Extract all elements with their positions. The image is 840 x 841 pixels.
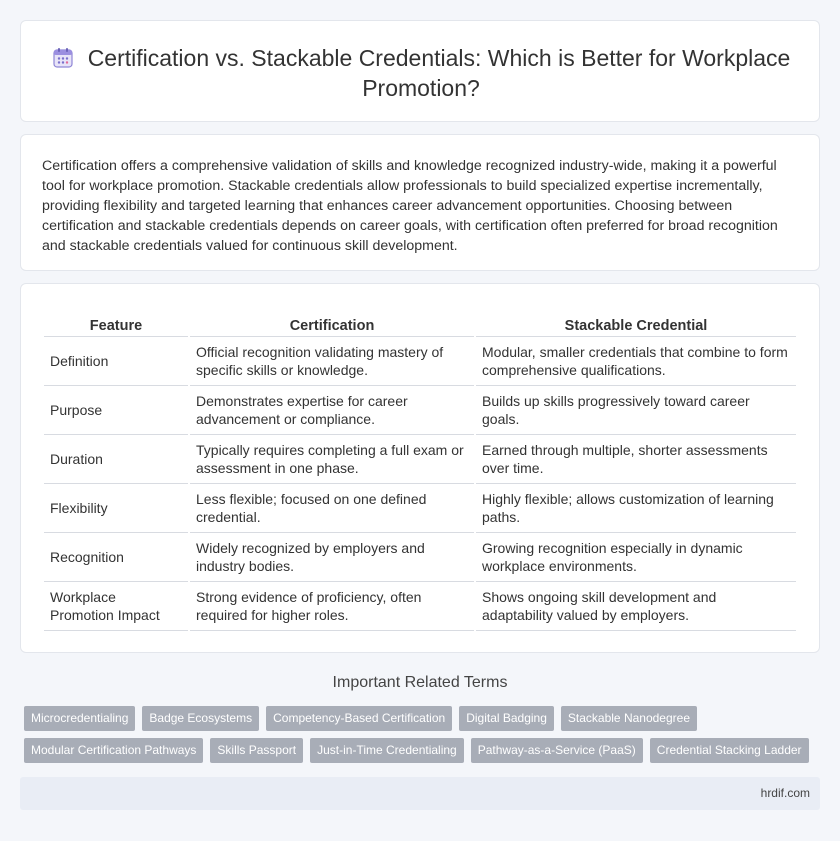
related-tag[interactable]: Stackable Nanodegree xyxy=(561,706,697,731)
certification-cell: Strong evidence of proficiency, often required for higher roles. xyxy=(190,582,474,631)
summary-card xyxy=(20,134,820,271)
calendar-grid-icon xyxy=(52,47,74,69)
comparison-card xyxy=(20,283,820,653)
feature-cell: Purpose xyxy=(44,386,188,435)
related-tag[interactable]: Credential Stacking Ladder xyxy=(650,738,809,763)
title-card xyxy=(20,20,820,122)
stackable-cell: Builds up skills progressively toward career goals. xyxy=(476,386,796,435)
related-tags-row-2 xyxy=(24,738,809,763)
feature-cell: Workplace Promotion Impact xyxy=(44,582,188,631)
related-tag[interactable]: Just-in-Time Credentialing xyxy=(310,738,464,763)
stackable-cell: Earned through multiple, shorter assessments over time. xyxy=(476,435,796,484)
table-row xyxy=(44,337,796,386)
page-title: Certification vs. Stackable Credentials: Which is Better for Workplace Promotion? xyxy=(87,45,791,101)
related-tag[interactable]: Badge Ecosystems xyxy=(142,706,259,731)
certification-cell: Less flexible; focused on one defined credential. xyxy=(190,484,474,533)
comparison-table xyxy=(42,317,798,631)
footer xyxy=(20,777,820,810)
related-tag[interactable]: Pathway-as-a-Service (PaaS) xyxy=(471,738,643,763)
feature-cell: Duration xyxy=(44,435,188,484)
table-row xyxy=(44,386,796,435)
certification-cell: Widely recognized by employers and industry bodies. xyxy=(190,533,474,582)
header-feature: Feature xyxy=(44,317,188,337)
header-stackable-credential: Stackable Credential xyxy=(476,317,796,337)
table-row xyxy=(44,435,796,484)
feature-cell: Flexibility xyxy=(44,484,188,533)
certification-cell: Typically requires completing a full exam or assessment in one phase. xyxy=(190,435,474,484)
certification-cell: Demonstrates expertise for career advancement or compliance. xyxy=(190,386,474,435)
related-terms-heading: Important Related Terms xyxy=(332,674,508,691)
stackable-cell: Shows ongoing skill development and adaptability valued by employers. xyxy=(476,582,796,631)
related-tag[interactable]: Modular Certification Pathways xyxy=(24,738,203,763)
feature-cell: Definition xyxy=(44,337,188,386)
table-row xyxy=(44,582,796,631)
stackable-cell: Highly flexible; allows customization of learning paths. xyxy=(476,484,796,533)
certification-cell: Official recognition validating mastery of specific skills or knowledge. xyxy=(190,337,474,386)
related-tag[interactable]: Skills Passport xyxy=(210,738,303,763)
summary-paragraph: Certification offers a comprehensive validation of skills and knowledge recognized industry-wide, making it a powerful tool for workplace promotion. Stackable credentials allow professionals to build specialized expertise incrementally, providing flexibility and targeted learning that enhances career advancement opportunities. Choosing between certification and stackable credentials depends on career goals, with certification often preferred for broad recognition and stackable credentials valued for continuous skill development. xyxy=(42,158,778,254)
title-row xyxy=(21,43,821,103)
table-header-row xyxy=(44,317,796,337)
feature-cell: Recognition xyxy=(44,533,188,582)
related-tag[interactable]: Microcredentialing xyxy=(24,706,135,731)
related-tag[interactable]: Competency-Based Certification xyxy=(266,706,452,731)
table-row xyxy=(44,484,796,533)
stackable-cell: Growing recognition especially in dynamic workplace environments. xyxy=(476,533,796,582)
header-certification: Certification xyxy=(190,317,474,337)
footer-site-link[interactable]: hrdif.com xyxy=(760,786,810,800)
table-row xyxy=(44,533,796,582)
stackable-cell: Modular, smaller credentials that combine to form comprehensive qualifications. xyxy=(476,337,796,386)
related-tag[interactable]: Digital Badging xyxy=(459,706,554,731)
related-tags-row-1 xyxy=(24,706,697,731)
